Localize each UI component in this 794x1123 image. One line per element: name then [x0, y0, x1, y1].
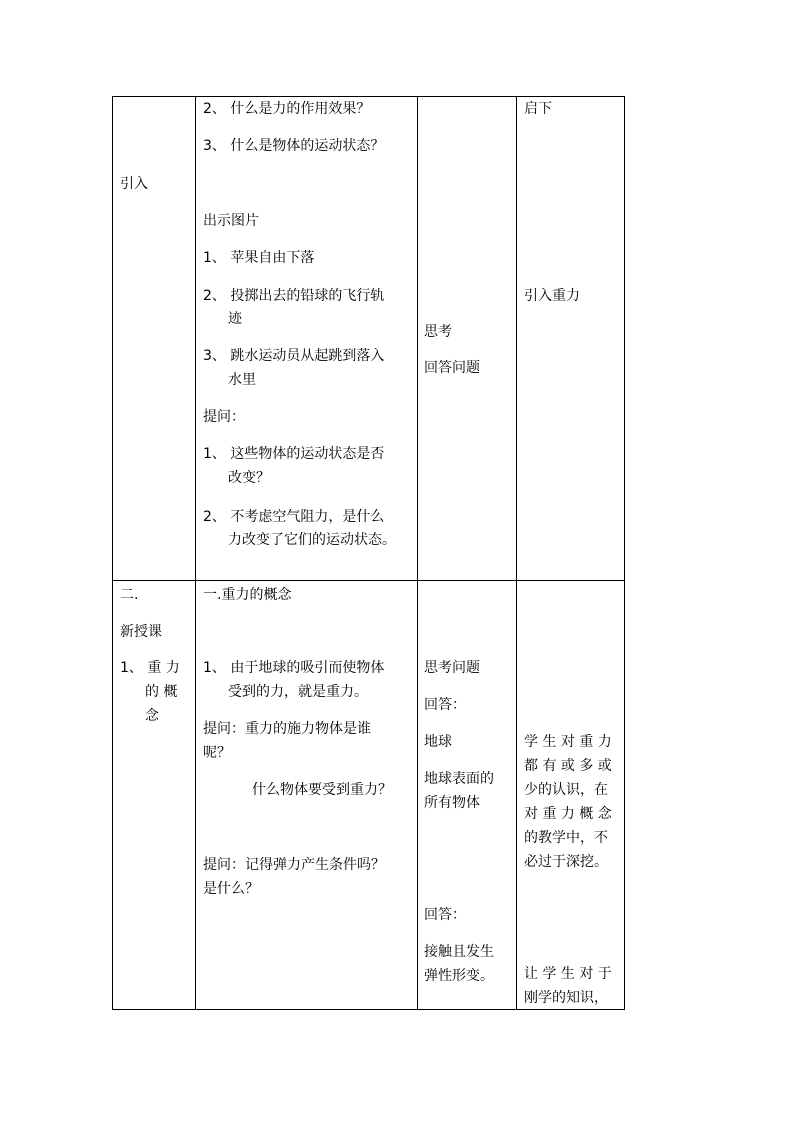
student-answer-earth: 地球	[424, 734, 452, 750]
sub-item-gravity-concept-3: 念	[145, 708, 159, 724]
student-answer-contact-cont: 弹性形变。	[424, 968, 494, 984]
design-note-1-line3: 少的认识，在	[524, 782, 608, 798]
picture-item-1: 1、 苹果自由下落	[203, 250, 315, 266]
stage-label-new-lesson: 新授课	[120, 624, 162, 640]
ask-label: 提问：	[203, 409, 245, 425]
design-note-intro-gravity: 引入重力	[524, 288, 580, 304]
question-elastic-force: 提问：记得弹力产生条件吗？	[203, 857, 385, 873]
sub-item-gravity-concept-2: 的 概	[145, 684, 178, 700]
design-note-2-line2: 刚学的知识，	[524, 990, 608, 1006]
ask-question-1-cont: 改变？	[228, 470, 270, 486]
section-heading-gravity-concept: 一.重力的概念	[203, 587, 292, 603]
question-elastic-force-cont: 是什么？	[203, 881, 259, 897]
table-border-right	[624, 96, 625, 1010]
table-divider-col3	[516, 96, 517, 1010]
gravity-definition-cont: 受到的力，就是重力。	[228, 684, 368, 700]
table-row-divider	[112, 580, 625, 581]
review-question-3: 3、 什么是物体的运动状态？	[203, 138, 385, 154]
student-activity-answer: 回答问题	[424, 360, 480, 376]
question-force-source-cont: 呢？	[203, 745, 231, 761]
table-border-bottom	[112, 1009, 625, 1010]
student-answer-contact: 接触且发生	[424, 944, 494, 960]
design-note-1-line1: 学 生 对 重 力	[524, 734, 612, 750]
sub-item-gravity-concept-1: 1、 重 力	[120, 660, 180, 676]
design-note-1-line5: 的教学中，不	[524, 830, 608, 846]
ask-question-1: 1、 这些物体的运动状态是否	[203, 446, 385, 462]
table-border-top	[112, 96, 625, 97]
question-which-objects: 什么物体要受到重力？	[252, 782, 392, 798]
design-note-1-line4: 对 重 力 概 念	[524, 806, 612, 822]
review-question-2: 2、 什么是力的作用效果？	[203, 101, 371, 117]
student-answer-objects-cont: 所有物体	[424, 795, 480, 811]
design-note-1-line2: 都 有 或 多 或	[524, 758, 612, 774]
stage-number: 二.	[120, 587, 139, 603]
picture-item-3: 3、 跳水运动员从起跳到落入	[203, 348, 385, 364]
picture-item-2-cont: 迹	[228, 311, 242, 327]
show-pictures-label: 出示图片	[203, 213, 259, 229]
student-answer-objects: 地球表面的	[424, 771, 494, 787]
design-note-lead-next: 启下	[524, 101, 552, 117]
table-divider-col2	[417, 96, 418, 1010]
ask-question-2-cont: 力改变了它们的运动状态。	[228, 532, 396, 548]
table-divider-col1	[195, 96, 196, 1010]
student-answer-label-2: 回答：	[424, 907, 466, 923]
ask-question-2: 2、 不考虑空气阻力，是什么	[203, 509, 385, 525]
question-force-source: 提问：重力的施力物体是谁	[203, 721, 371, 737]
student-activity-think-question: 思考问题	[424, 660, 480, 676]
picture-item-3-cont: 水里	[228, 372, 256, 388]
table-border-left	[112, 96, 113, 1010]
student-answer-label-1: 回答：	[424, 697, 466, 713]
student-activity-think: 思考	[424, 324, 452, 340]
gravity-definition: 1、 由于地球的吸引而使物体	[203, 660, 385, 676]
design-note-2-line1: 让 学 生 对 于	[524, 966, 612, 982]
design-note-1-line6: 必过于深挖。	[524, 854, 608, 870]
stage-label-intro: 引入	[120, 176, 148, 192]
picture-item-2: 2、 投掷出去的铅球的飞行轨	[203, 288, 385, 304]
